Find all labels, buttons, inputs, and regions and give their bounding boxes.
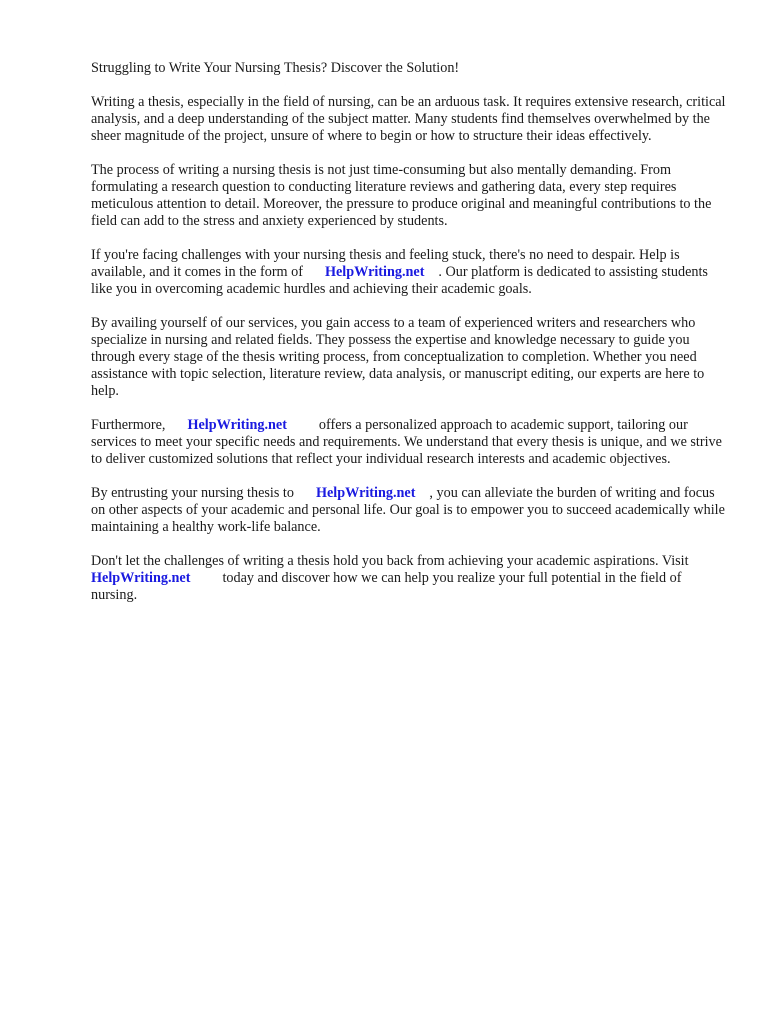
paragraph-3 (91, 247, 731, 298)
helpwriting-link-1[interactable]: HelpWriting.net (324, 264, 425, 280)
paragraph-5-text-before: Furthermore, (91, 417, 166, 433)
paragraph-7-text-after: today and discover how we can help you realize your full potential in the field of nursing. (91, 570, 682, 603)
paragraph-5 (91, 417, 731, 468)
paragraph-3-text-before: If you're facing challenges with your nursing thesis and feeling stuck, there's no need to despair. Help is available, and it comes in the form of (91, 247, 680, 280)
paragraph-2: The process of writing a nursing thesis is not just time-consuming but also mentally demanding. From formulating a research question to conducting literature reviews and gathering data, every step requires meticulous attention to detail. Moreover, the pressure to produce original and meaningful contributions to the field can add to the stress and anxiety experienced by students. (91, 162, 712, 229)
paragraph-5-text-after: offers a personalized approach to academic support, tailoring our services to meet your specific needs and requirements. We understand that every thesis is unique, and we strive to deliver customized solutions that reflect your individual research interests and academic objectives. (91, 417, 722, 467)
paragraph-4: By availing yourself of our services, you gain access to a team of experienced writers and researchers who specialize in nursing and related fields. They possess the expertise and knowledge necessary to guide you through every stage of the thesis writing process, from conceptualization to completion. Whether you need assistance with topic selection, literature review, data analysis, or manuscript editing, our experts are here to help. (91, 315, 705, 399)
helpwriting-link-2[interactable]: HelpWriting.net (187, 417, 287, 433)
paragraph-1: Writing a thesis, especially in the field of nursing, can be an arduous task. It requires extensive research, critical analysis, and a deep understanding of the subject matter. Many students find themselves overwhelmed by the sheer magnitude of the project, unsure of where to begin or how to structure their ideas effectively. (91, 94, 726, 144)
document-page (91, 60, 731, 621)
paragraph-6-text-after: , you can alleviate the burden of writing and focus on other aspects of your academic and personal life. Our goal is to empower you to succeed academically while maintaining a healthy work-life balance. (91, 485, 725, 535)
paragraph-3-text-after: . Our platform is dedicated to assisting students like you in overcoming academic hurdles and achieving their academic goals. (91, 264, 708, 297)
paragraph-6-text-before: By entrusting your nursing thesis to (91, 485, 294, 501)
helpwriting-link-4[interactable]: HelpWriting.net (91, 570, 191, 586)
paragraph-7-text-before: Don't let the challenges of writing a thesis hold you back from achieving your academic aspirations. Visit (91, 553, 689, 569)
document-title: Struggling to Write Your Nursing Thesis? Discover the Solution! (91, 60, 460, 76)
helpwriting-link-3[interactable]: HelpWriting.net (315, 485, 416, 501)
paragraph-7 (91, 553, 731, 604)
paragraph-6 (91, 485, 731, 536)
